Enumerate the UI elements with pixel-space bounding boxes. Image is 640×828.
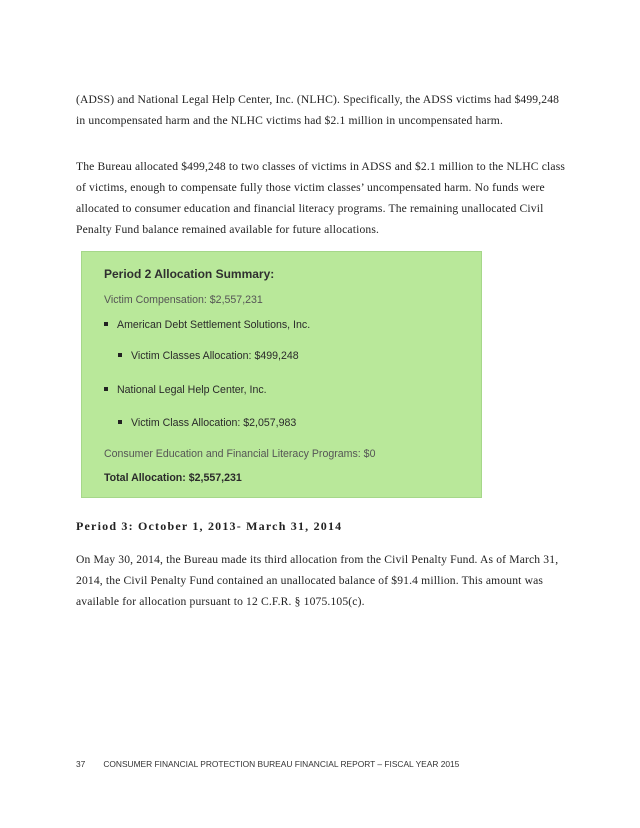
square-bullet-icon (118, 420, 122, 424)
total-allocation-line: Total Allocation: $2,557,231 (104, 472, 242, 484)
bullet-adss-sub-label: Victim Classes Allocation: $499,248 (131, 350, 299, 362)
bullet-nlhc-label: National Legal Help Center, Inc. (117, 384, 267, 396)
consumer-education-line: Consumer Education and Financial Literacy Programs: $0 (104, 448, 376, 460)
period-3-heading: Period 3: October 1, 2013- March 31, 2014 (76, 519, 343, 533)
page-footer (76, 759, 459, 769)
paragraph-third-allocation: On May 30, 2014, the Bureau made its third allocation from the Civil Penalty Fund. As of March 31, 2014, the Civil Penalty Fund contained an unallocated balance of $91.4 million. This amount was available for allocation pursuant to 12 C.F.R. § 1075.105(c). (76, 553, 559, 608)
allocation-summary-box (81, 251, 482, 498)
bullet-nlhc-sub-label: Victim Class Allocation: $2,057,983 (131, 417, 297, 429)
paragraph-adss-nlhc-harm: (ADSS) and National Legal Help Center, Inc. (NLHC). Specifically, the ADSS victims had $499,248 in uncompensated harm and the NLHC victims had $2.1 million in uncompensated harm. (76, 93, 560, 127)
square-bullet-icon (104, 322, 108, 326)
page-number: 37 (76, 759, 86, 769)
bullet-adss (104, 319, 310, 331)
footer-text: CONSUMER FINANCIAL PROTECTION BUREAU FINANCIAL REPORT – FISCAL YEAR 2015 (103, 759, 460, 769)
bullet-adss-label: American Debt Settlement Solutions, Inc. (117, 319, 311, 331)
bullet-adss-sub (118, 350, 299, 362)
summary-title: Period 2 Allocation Summary: (104, 267, 275, 281)
victim-compensation-line: Victim Compensation: $2,557,231 (104, 294, 263, 306)
square-bullet-icon (104, 387, 108, 391)
square-bullet-icon (118, 353, 122, 357)
bullet-nlhc-sub (118, 417, 296, 429)
bullet-nlhc (104, 384, 267, 396)
paragraph-bureau-allocation: The Bureau allocated $499,248 to two classes of victims in ADSS and $2.1 million to the NLHC class of victims, enough to compensate fully those victim classes’ uncompensated harm. No funds were allocated to consumer education and financial literacy programs. The remaining unallocated Civil Penalty Fund balance remained available for future allocations. (76, 160, 566, 236)
